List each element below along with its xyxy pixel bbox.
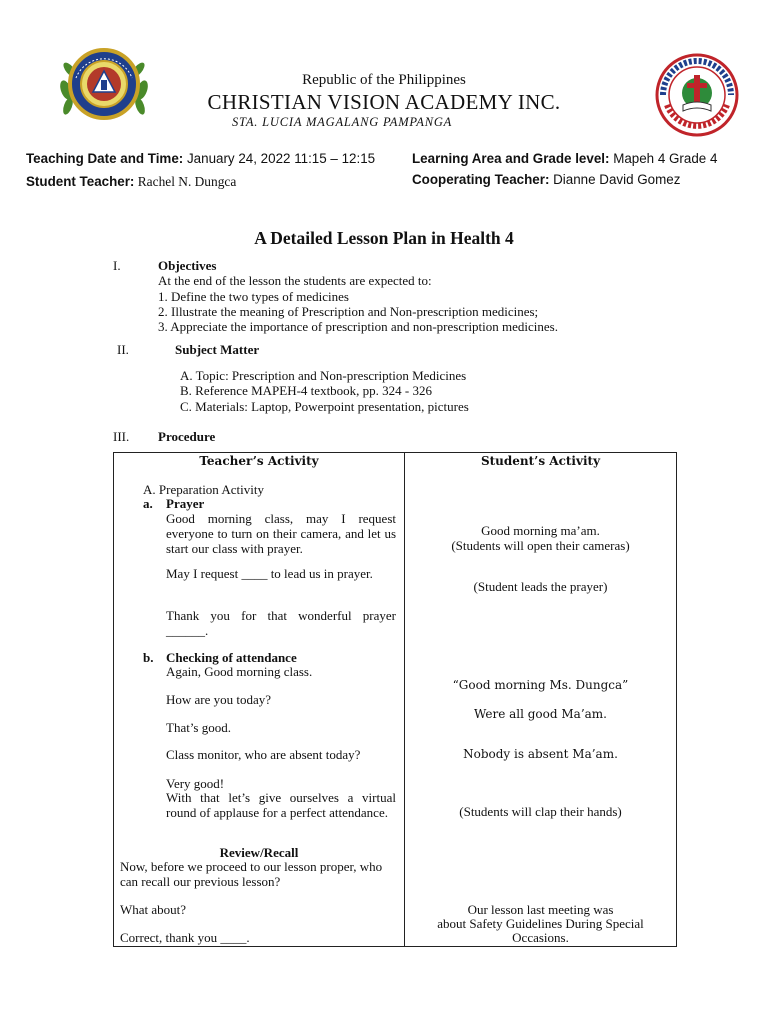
cooperating-teacher-value: Dianne David Gomez xyxy=(553,172,681,187)
prayer-heading: Prayer xyxy=(166,496,205,511)
subject-matter-heading: Subject Matter xyxy=(175,342,260,357)
student-last-lesson-2: about Safety Guidelines During Special xyxy=(437,916,644,931)
student-all-good: Were all good Ma’am. xyxy=(474,707,607,721)
objective-item: 1. Define the two types of medicines xyxy=(158,288,349,304)
objective-item: 3. Appreciate the importance of prescription and non-prescription medicines. xyxy=(158,319,558,335)
teacher-activity-header: Teacher’s Activity xyxy=(199,454,319,468)
what-about-text: What about? xyxy=(120,902,187,917)
review-recall-text: Now, before we proceed to our lesson proper, who can recall our previous lesson? xyxy=(120,859,383,890)
student-leads-prayer: (Student leads the prayer) xyxy=(473,579,608,594)
student-teacher-value: Rachel N. Dungca xyxy=(137,174,237,189)
subject-matter-item: C. Materials: Laptop, Powerpoint presentation, pictures xyxy=(180,398,469,414)
cooperating-teacher-field xyxy=(412,172,680,187)
learning-area-label: Learning Area and Grade level: xyxy=(412,151,610,166)
subject-matter-item: A. Topic: Prescription and Non-prescription Medicines xyxy=(180,368,467,383)
school-address: STA. LUCIA MAGALANG PAMPANGA xyxy=(232,115,453,129)
student-activity-header: Student’s Activity xyxy=(480,454,601,468)
subject-matter-number: II. xyxy=(117,342,129,357)
cooperating-teacher-label: Cooperating Teacher: xyxy=(412,172,550,187)
thanks-prayer-text: Thank you for that wonderful prayer ______. xyxy=(166,608,396,639)
very-good: Very good! xyxy=(166,776,225,791)
applause-text: With that let’s give ourselves a virtual round of applause for a perfect attendance. xyxy=(166,790,396,821)
prayer-marker: a. xyxy=(143,496,153,511)
procedure-heading: Procedure xyxy=(158,429,216,444)
learning-area-value: Mapeh 4 Grade 4 xyxy=(613,151,718,166)
student-greets-teacher: “Good morning Ms. Dungca” xyxy=(452,678,629,692)
prayer-text: Good morning class, may I request everyone to turn on their camera, and let us start our class with prayer. xyxy=(166,511,396,557)
subject-matter-list xyxy=(180,368,660,414)
school-name: CHRISTIAN VISION ACADEMY INC. xyxy=(207,90,561,114)
again-good-morning: Again, Good morning class. xyxy=(166,664,313,679)
student-teacher-field xyxy=(26,174,236,190)
attendance-heading: Checking of attendance xyxy=(166,650,297,665)
review-recall-heading: Review/Recall xyxy=(219,845,299,860)
objectives-intro: At the end of the lesson the students are expected to: xyxy=(158,273,432,289)
request-leader-text: May I request ____ to lead us in prayer. xyxy=(166,566,373,581)
teaching-date-value: January 24, 2022 11:15 – 12:15 xyxy=(186,151,376,166)
objective-item: 2. Illustrate the meaning of Prescription and Non-prescription medicines; xyxy=(158,303,539,319)
student-last-lesson-3: Occasions. xyxy=(512,930,569,945)
student-clap-hands: (Students will clap their hands) xyxy=(459,804,622,819)
teaching-date-label: Teaching Date and Time: xyxy=(26,151,184,166)
student-teacher-label: Student Teacher: xyxy=(26,174,135,189)
objectives-number: I. xyxy=(113,258,121,273)
student-open-cameras: (Students will open their cameras) xyxy=(451,538,630,553)
procedure-table xyxy=(113,452,677,947)
student-last-lesson-1: Our lesson last meeting was xyxy=(467,902,614,917)
objectives-section xyxy=(158,258,678,334)
procedure-number: III. xyxy=(113,429,130,444)
how-are-you: How are you today? xyxy=(166,692,272,707)
learning-area-field xyxy=(412,151,717,166)
subject-matter-item: B. Reference MAPEH-4 textbook, pp. 324 - 326 xyxy=(180,383,433,399)
republic-heading: Republic of the Philippines xyxy=(302,72,466,88)
lesson-plan-title: A Detailed Lesson Plan in Health 4 xyxy=(254,228,514,248)
attendance-marker: b. xyxy=(143,650,154,665)
thats-good: That’s good. xyxy=(166,720,231,735)
preparation-activity: A. Preparation Activity xyxy=(143,482,264,497)
correct-thanks-text: Correct, thank you ____. xyxy=(120,930,250,945)
teaching-date-field xyxy=(26,151,375,166)
student-good-morning: Good morning ma’am. xyxy=(481,523,600,538)
student-nobody-absent: Nobody is absent Ma’am. xyxy=(463,747,618,761)
objectives-heading: Objectives xyxy=(158,258,217,273)
class-monitor-question: Class monitor, who are absent today? xyxy=(166,747,361,762)
